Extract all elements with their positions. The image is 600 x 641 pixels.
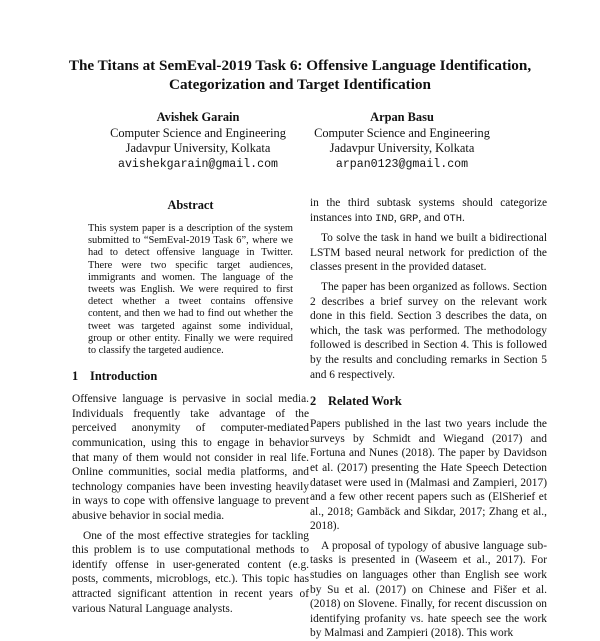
introduction-continued (310, 196, 547, 382)
label-code: GRP (399, 212, 419, 225)
left-column (72, 198, 309, 616)
author-department: Computer Science and Engineering (314, 125, 490, 140)
author-block-1 (88, 110, 308, 172)
author-department: Computer Science and Engineering (110, 125, 286, 140)
section-title: Related Work (328, 394, 402, 409)
section-title: Introduction (90, 369, 158, 384)
label-code: OTH (443, 212, 463, 225)
text-run: , (393, 211, 400, 224)
title-line-1: The Titans at SemEval-2019 Task 6: Offensive Language Identification, (68, 57, 532, 74)
paragraph: One of the most effective strategies for tackling this problem is to use computational methods to identify offense in user-generated content (e.g. posts, comments, microblogs, etc.). This topic has attracted significant attention in recent years of various Natural Language analysts. (72, 529, 309, 615)
paragraph: To solve the task in hand we built a bidirectional LSTM based neural network for prediction of the classes present in the provided dataset. (310, 232, 547, 274)
introduction-body (72, 392, 309, 616)
author-email: arpan0123@gmail.com (335, 157, 469, 171)
section-number: 2 (310, 394, 317, 409)
paragraph: Papers published in the last two years include the surveys by Schmidt and Wiegand (2017) and Fortuna and Nunes (2018). The paper by Davidson et al. (2017) presenting the Hate Speech Detection dataset were used in (Malmasi and Zampieri, 2017) and a few other recent papers such as (ElSherief et al., 2018; Gambäck and Sikdar, 2017; Zhang et al., 2018). (310, 418, 547, 533)
text-run: . (462, 211, 465, 224)
section-number: 1 (72, 369, 79, 384)
title-line-2: Categorization and Target Identification (169, 76, 431, 93)
abstract (72, 223, 309, 357)
author-university: Jadavpur University, Kolkata (125, 141, 271, 155)
author-email: avishekgarain@gmail.com (117, 157, 279, 171)
author-block-2 (292, 110, 512, 172)
author-university: Jadavpur University, Kolkata (329, 141, 475, 155)
paragraph (310, 196, 547, 226)
paper-title (40, 56, 560, 94)
text-run: in the third subtask systems should categorize instances into (310, 197, 547, 224)
right-column (310, 196, 547, 641)
paragraph: The paper has been organized as follows. Section 2 describes a brief survey on the relevant work done in this field. Section 3 describes the data, on which, the task was performed. The methodology followed is described in Section 4. This is followed by the results and concluding remarks in Section 5 and 6 respectively. (310, 280, 547, 381)
author-name: Avishek Garain (156, 110, 240, 124)
label-code: IND (375, 212, 394, 225)
paragraph: Offensive language is pervasive in social media. Individuals frequently take advantage of the perceived anonymity of computer-mediated communication, using this to engage in behavior that many of them would not consider in real life. Online communities, social media platforms, and technology companies have been investing heavily in ways to cope with offensive language to prevent abusive behavior in social media. (72, 393, 309, 522)
abstract-heading: Abstract (167, 198, 214, 212)
paragraph: A proposal of typology of abusive language sub-tasks is presented in (Waseem et al., 2017). For studies on languages other than English see work by Su et al. (2017) on Chinese and Fišer et al. (2018) on Slovene. Finally, for recent discussion on identifying profanity vs. hate speech see the work by Malmasi and Zampieri (2018). This work (310, 539, 547, 640)
text-run: , and (418, 211, 444, 224)
section-heading-introduction (72, 369, 309, 384)
abstract-text: This system paper is a description of the system submitted to “SemEval-2019 Task 6”, where we had to detect offensive language in Twitter. There were two specific target audiences, immigrants and women. The language of the tweets was English. We were required to first detect whether a tweet contains offensive content, and then we had to find out whether the tweet was targeted against some individual, group or other entity. Finally we were required to classify the targeted audience. (88, 223, 293, 357)
related-work-body (310, 417, 547, 641)
author-name: Arpan Basu (370, 110, 434, 124)
section-heading-related-work (310, 394, 547, 409)
